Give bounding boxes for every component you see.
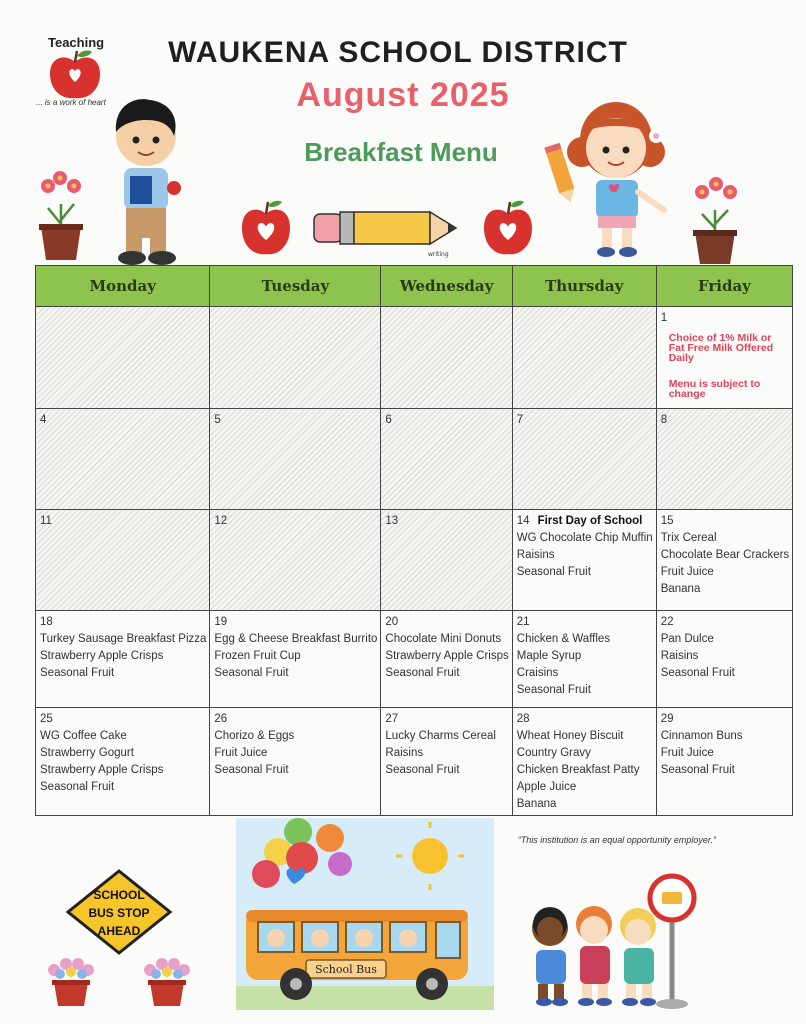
menu-item: Strawberry Gogurt [40, 747, 134, 759]
day-line [40, 412, 206, 429]
day-line [517, 614, 653, 631]
day-number: 29 [660, 713, 674, 725]
menu-item: Chocolate Bear Crackers [660, 549, 790, 561]
menu-item: Raisins [385, 747, 424, 759]
menu-item: Egg & Cheese Breakfast Burrito [214, 633, 378, 645]
menu-item: Maple Syrup [516, 650, 582, 662]
day-line [661, 412, 789, 429]
small-flower-pot-icon [44, 956, 98, 1010]
calendar-week-row [36, 307, 793, 409]
menu-item: Turkey Sausage Breakfast Pizza [40, 633, 207, 645]
day-line [661, 310, 789, 327]
menu-item: Seasonal Fruit [40, 667, 115, 679]
calendar-day-cell [512, 708, 656, 816]
day-line [517, 711, 653, 728]
day-number: 7 [516, 414, 524, 426]
calendar-day-cell [381, 307, 512, 409]
day-number: 19 [214, 616, 228, 628]
menu-item: Trix Cereal [660, 532, 717, 544]
weekday-header-row [36, 266, 793, 307]
day-line [661, 513, 789, 530]
day-number: 27 [385, 713, 399, 725]
menu-item: Chorizo & Eggs [214, 730, 295, 742]
day-number: 5 [214, 414, 221, 426]
day-line [214, 711, 377, 728]
menu-item: Fruit Juice [660, 747, 714, 759]
menu-item: Strawberry Apple Crisps [385, 650, 509, 662]
menu-item: Chocolate Mini Donuts [385, 633, 502, 645]
menu-item: Seasonal Fruit [385, 667, 460, 679]
calendar-day-cell [656, 510, 792, 611]
calendar-day-cell [656, 409, 792, 510]
apple-heart-right-icon [482, 198, 534, 258]
calendar-week-row [36, 510, 793, 611]
header-thursday: Thursday [512, 266, 656, 307]
month-title: August 2025 [296, 76, 510, 114]
calendar-day-cell [36, 611, 210, 708]
day-line [661, 711, 789, 728]
day-line [385, 310, 508, 327]
menu-item: Chicken Breakfast Patty [516, 764, 640, 776]
menu-title: Breakfast Menu [304, 137, 498, 167]
header-friday: Friday [656, 266, 792, 307]
calendar-day-cell [512, 510, 656, 611]
calendar-week-row [36, 611, 793, 708]
day-line [214, 310, 377, 327]
day-line [661, 614, 789, 631]
day-number: 15 [660, 515, 674, 527]
header-wednesday: Wednesday [381, 266, 512, 307]
calendar-day-cell [36, 307, 210, 409]
flower-pot-left-icon [36, 164, 86, 262]
day-line [40, 711, 206, 728]
day-line [214, 412, 377, 429]
calendar-day-cell [36, 510, 210, 611]
day-line [385, 412, 508, 429]
day-heading: First Day of School [537, 515, 643, 527]
menu-item: Seasonal Fruit [516, 566, 591, 578]
calendar-day-cell [512, 307, 656, 409]
menu-item: Seasonal Fruit [40, 781, 115, 793]
menu-item: Raisins [516, 549, 555, 561]
day-line [40, 513, 206, 530]
menu-item: Seasonal Fruit [516, 684, 591, 696]
apple-heart-logo-icon [46, 48, 104, 102]
day-number: 11 [40, 515, 52, 527]
calendar-day-cell [210, 510, 381, 611]
breakfast-calendar [35, 265, 793, 816]
day-line [517, 310, 653, 327]
calendar-day-cell [381, 611, 512, 708]
logo-word: Teaching [48, 35, 105, 50]
day-line [385, 513, 508, 530]
menu-note: Choice of 1% Milk or Fat Free Milk Offered Daily [668, 332, 774, 364]
equal-opportunity-statement: “This institution is an equal opportunity employer.” [517, 835, 716, 845]
boy-reading-icon [100, 96, 192, 266]
day-line [385, 711, 508, 728]
day-number: 13 [385, 515, 399, 527]
calendar-day-cell [381, 409, 512, 510]
calendar-day-cell [210, 409, 381, 510]
calendar-day-cell [381, 510, 512, 611]
menu-item: Pan Dulce [660, 633, 714, 645]
menu-item: Cinnamon Buns [660, 730, 743, 742]
calendar-day-cell [512, 409, 656, 510]
bus-sign-line-3: AHEAD [97, 924, 141, 938]
calendar-day-cell [210, 307, 381, 409]
bus-sign-line-2: BUS STOP [88, 906, 150, 920]
calendar-body [36, 307, 793, 816]
district-title: WAUKENA SCHOOL DISTRICT [168, 36, 628, 69]
menu-item: Seasonal Fruit [214, 667, 289, 679]
menu-item: Lucky Charms Cereal [385, 730, 496, 742]
girl-with-pencil-icon [546, 92, 674, 264]
header-monday: Monday [36, 266, 210, 307]
day-line [40, 614, 206, 631]
menu-note: Menu is subject to change [668, 378, 761, 400]
day-line [517, 513, 653, 530]
day-number: 25 [40, 713, 53, 725]
menu-item: Apple Juice [516, 781, 577, 793]
header-tuesday: Tuesday [210, 266, 381, 307]
menu-item: Seasonal Fruit [214, 764, 289, 776]
apple-heart-left-icon [240, 198, 292, 258]
calendar-day-cell [36, 409, 210, 510]
day-number: 14 [516, 515, 530, 527]
small-flower-pot-icon-2 [140, 956, 194, 1010]
menu-item: Seasonal Fruit [660, 667, 735, 679]
pencil-text: writing [428, 251, 449, 258]
calendar-week-row [36, 409, 793, 510]
menu-item: Fruit Juice [660, 566, 714, 578]
menu-item: Seasonal Fruit [660, 764, 735, 776]
day-number: 20 [385, 616, 399, 628]
day-number: 12 [214, 515, 228, 527]
menu-item: Fruit Juice [214, 747, 268, 759]
logo-tagline: ... is a work of heart [36, 98, 106, 107]
day-line [214, 614, 377, 631]
menu-item: Chicken & Waffles [516, 633, 611, 645]
menu-item: Banana [516, 798, 557, 810]
day-number: 4 [40, 414, 47, 426]
menu-item: WG Coffee Cake [40, 730, 127, 742]
kids-at-bus-stop-icon [520, 872, 720, 1012]
menu-item: Seasonal Fruit [385, 764, 460, 776]
day-number: 21 [516, 616, 530, 628]
menu-item: Raisins [660, 650, 699, 662]
day-line [517, 412, 653, 429]
flower-pot-right-icon [690, 170, 740, 266]
calendar-day-cell [512, 611, 656, 708]
calendar-day-cell [656, 307, 792, 409]
menu-item: Strawberry Apple Crisps [40, 650, 164, 662]
day-number: 22 [660, 616, 674, 628]
menu-item: Banana [660, 583, 701, 595]
day-line [385, 614, 508, 631]
calendar-day-cell [210, 611, 381, 708]
day-line [214, 513, 377, 530]
calendar-day-cell [381, 708, 512, 816]
bus-sign-line-1: SCHOOL [93, 888, 145, 902]
calendar-day-cell [210, 708, 381, 816]
calendar-day-cell [656, 611, 792, 708]
menu-item: Wheat Honey Biscuit [516, 730, 624, 742]
calendar-day-cell [36, 708, 210, 816]
bus-label: School Bus [315, 963, 377, 976]
day-number: 8 [660, 414, 668, 426]
day-number: 26 [214, 713, 228, 725]
pencil-icon [310, 206, 460, 258]
menu-item: Strawberry Apple Crisps [40, 764, 164, 776]
day-number: 28 [516, 713, 530, 725]
bus-stop-sign-icon [66, 869, 172, 955]
calendar-week-row [36, 708, 793, 816]
menu-item: Craisins [516, 667, 559, 679]
menu-item: Country Gravy [516, 747, 591, 759]
day-number: 1 [660, 312, 668, 324]
day-number: 6 [385, 414, 392, 426]
calendar-day-cell [656, 708, 792, 816]
school-bus-scene-icon [236, 818, 494, 1010]
day-number: 18 [40, 616, 53, 628]
day-line [40, 310, 206, 327]
menu-item: WG Chocolate Chip Muffin [516, 532, 653, 544]
menu-item: Frozen Fruit Cup [214, 650, 301, 662]
